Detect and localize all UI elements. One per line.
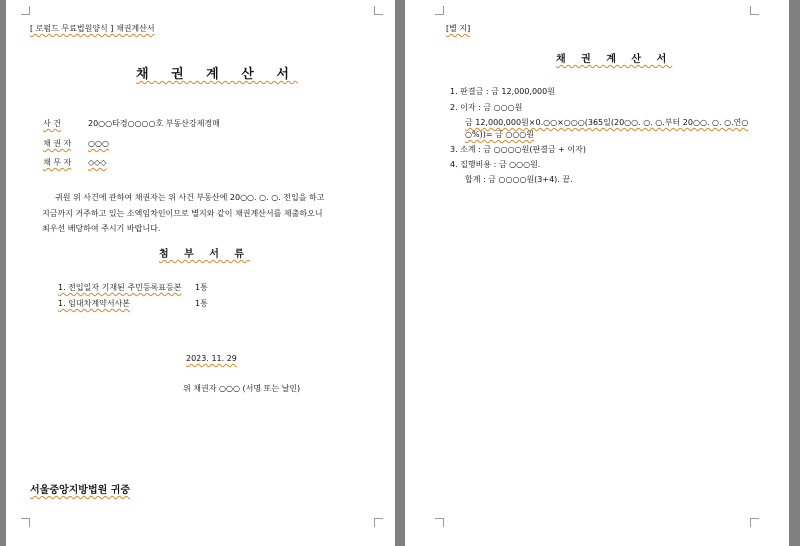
- document-page-left: [6, 0, 395, 546]
- calc-line: 3. 소계 : 금 ○○○○원(판결금 + 이자): [450, 145, 587, 154]
- case-value: 20○○타경○○○○호 부동산강제경매: [88, 119, 220, 128]
- calc-line: 합계 : 금 ○○○○원(3+4). 끝.: [465, 175, 573, 184]
- document-title: 채 권 계 산 서: [556, 54, 673, 65]
- document-date: 2023. 11. 29: [186, 354, 237, 363]
- page-header: [ 로펌드 무료법원양식 ] 채권계산서: [30, 24, 155, 33]
- attachment-item-count: 1통: [195, 283, 208, 292]
- calc-line: ○%))= 금 ○○○원: [465, 130, 535, 139]
- signature-line: 위 채권자 ○○○ (서명 또는 날인): [183, 384, 301, 393]
- crop-mark: [750, 518, 759, 527]
- document-page-right: [405, 0, 789, 546]
- calc-line: 1. 판결금 : 금 12,000,000원: [450, 87, 555, 96]
- creditor-value: ○○○: [88, 139, 109, 148]
- debtor-value: ◇◇◇: [88, 158, 107, 167]
- crop-mark: [435, 518, 444, 527]
- crop-mark: [21, 518, 30, 527]
- body-text-line-3: 최우선 배당하여 주시기 바랍니다.: [42, 224, 161, 233]
- crop-mark: [435, 6, 444, 15]
- creditor-label: 채 권 자: [43, 139, 72, 148]
- case-label: 사 건: [43, 119, 61, 128]
- document-title: 채 권 계 산 서: [136, 67, 298, 82]
- body-text-line-2: 지금까지 거주하고 있는 소액임차인이므로 별지와 같이 채권계산서를 제출하오니: [42, 209, 323, 218]
- body-text-line-1: 귀원 위 사건에 관하여 채권자는 위 사건 부동산에 20○○. ○. ○. 전입을 하고: [55, 193, 325, 202]
- attachment-item-label: 1. 전입일자 기재된 주민등록표등본: [58, 283, 182, 292]
- attachment-item-count: 1통: [195, 299, 208, 308]
- attachment-item-label: 1. 임대차계약서사본: [58, 299, 130, 308]
- calc-line: 4. 집행비용 : 금 ○○○원.: [450, 160, 541, 169]
- crop-mark: [750, 6, 759, 15]
- calc-line: 2. 이자 : 금 ○○○원: [450, 103, 523, 112]
- court-name: 서울중앙지방법원 귀중: [30, 485, 131, 496]
- attachments-title: 첨 부 서 류: [159, 249, 251, 260]
- crop-mark: [374, 6, 383, 15]
- debtor-label: 채 무 자: [43, 158, 72, 167]
- calc-line: 금 12,000,000원×0.○○×○○○(365일(20○○. ○. ○.부터 20○○. ○. ○.연○: [465, 118, 749, 127]
- page-header: [별 지]: [446, 24, 471, 33]
- crop-mark: [21, 6, 30, 15]
- crop-mark: [374, 518, 383, 527]
